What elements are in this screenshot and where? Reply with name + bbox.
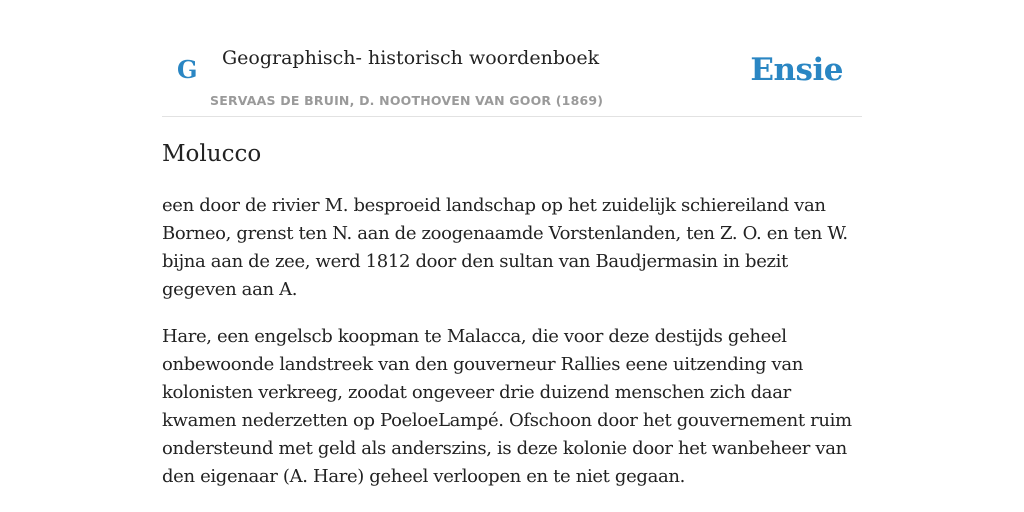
entry-paragraph: een door de rivier M. besproeid landschap op het zuidelijk schiereiland van Borneo, grenst ten N. aan de zoogenaamde Vorstenlanden, ten Z. O. en ten W. bijna aan de zee, werd 1812 door den sultan van Baudjermasin in bezit gegeven aan A. (162, 195, 848, 300)
entry-body (162, 192, 862, 510)
book-header (162, 0, 862, 117)
book-author: SERVAAS DE BRUIN, D. NOOTHOVEN VAN GOOR (1869) (210, 93, 604, 108)
entry-paragraph: Hare, een engelscb koopman te Malacca, die voor deze destijds geheel onbewoonde landstreek van den gouverneur Rallies eene uitzending van kolonisten verkreeg, zoodat ongeveer drie duizend menschen zich daar kwamen nederzetten op PoeloeLampé. Ofschoon door het gouvernement ruim ondersteund met geld als anderszins, is deze kolonie door het wanbeheer van den eigenaar (A. Hare) geheel verloopen en te niet gegaan. (162, 326, 852, 487)
book-title-link[interactable]: Geographisch- historisch woordenboek (222, 47, 600, 69)
ensie-logo-link[interactable]: Ensie (750, 52, 843, 88)
entry-title: Molucco (162, 141, 262, 167)
book-logo[interactable]: G (177, 55, 198, 84)
